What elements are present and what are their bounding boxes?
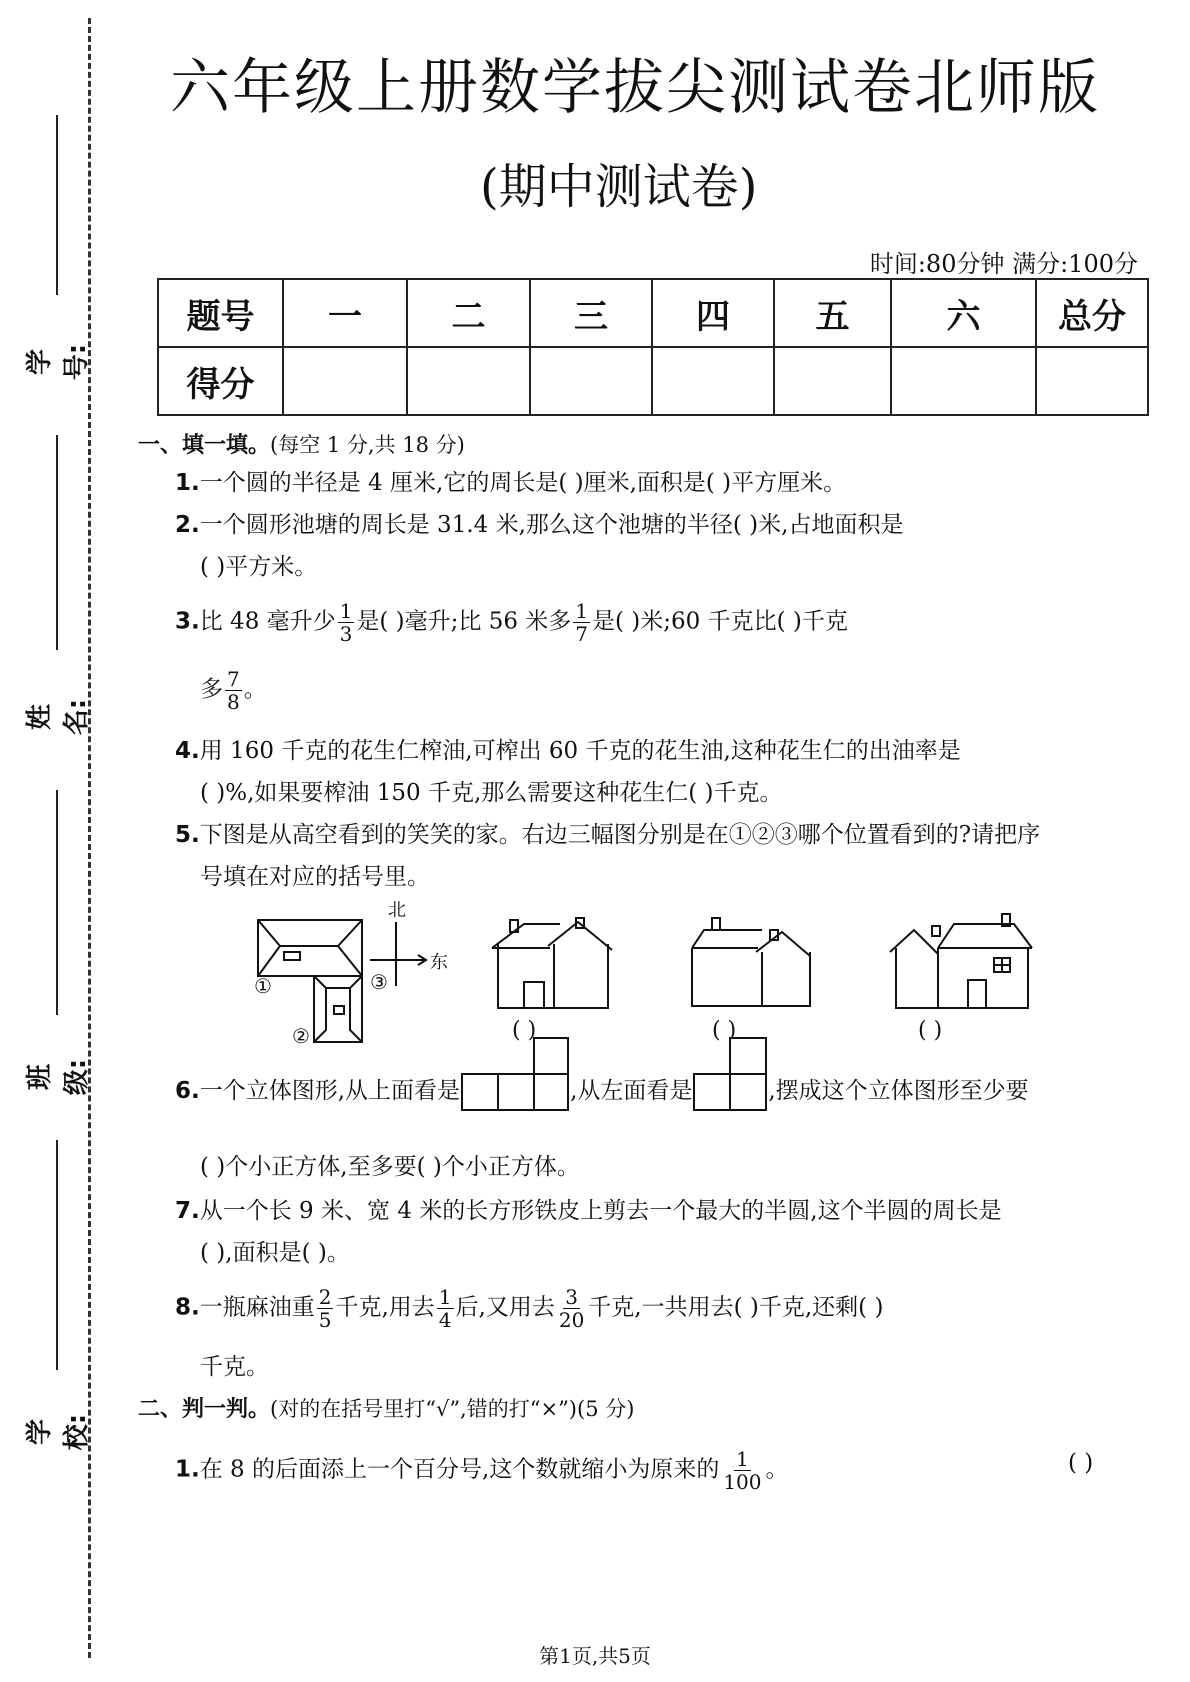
fraction	[573, 600, 590, 645]
question-1-4-line2: ( )%,如果要榨油 150 千克,那么需要这种花生仁( )千克。	[200, 780, 783, 806]
question-1-8-line2: 千克。	[200, 1354, 269, 1380]
compass-east-label: 东	[430, 952, 448, 973]
fraction-denominator: 7	[575, 622, 589, 646]
question-text: 后,又用去	[455, 1294, 555, 1321]
fraction-denominator: 4	[438, 1308, 452, 1332]
question-text: ,摆成这个立体图形至少要	[768, 1078, 1029, 1104]
score-cell: 三	[530, 279, 652, 347]
fraction-denominator: 100	[723, 1470, 762, 1494]
score-cell: 题号	[158, 279, 283, 347]
question-1-5	[175, 814, 1160, 856]
question-1-4	[175, 730, 1160, 772]
fraction	[721, 1448, 763, 1493]
question-text: 多	[200, 676, 223, 703]
fraction-numerator: 7	[227, 667, 240, 691]
fraction-numerator: 1	[339, 599, 353, 623]
question-number: 1.	[175, 1456, 200, 1483]
question-text: 一个立体图形,从上面看是	[199, 1078, 461, 1104]
question-text: 。	[243, 676, 267, 703]
fraction-numerator: 1	[575, 599, 589, 623]
section-1-title: 一、填一填。	[138, 433, 271, 458]
question-text: 千克,一共用去( )千克,还剩( )	[588, 1294, 884, 1321]
judge-answer-blank[interactable]: ( )	[1068, 1450, 1094, 1476]
question-text: 是( )米;60 千克比( )千克	[592, 608, 848, 635]
page-footer: 第1页,共5页	[539, 1644, 651, 1668]
fraction-numerator: 2	[318, 1285, 332, 1309]
question-number: 6.	[175, 1078, 200, 1104]
score-blank[interactable]	[652, 347, 774, 415]
score-blank[interactable]	[891, 347, 1036, 415]
score-table-header-row	[158, 279, 1148, 347]
score-blank[interactable]	[1036, 347, 1148, 415]
score-row-label: 得分	[158, 347, 283, 415]
score-cell: 五	[774, 279, 891, 347]
question-text: 用 160 千克的花生仁榨油,可榨出 60 千克的花生油,这种花生仁的出油率是	[199, 738, 961, 764]
question-1-6-line2: ( )个小正方体,至多要( )个小正方体。	[200, 1154, 580, 1180]
score-cell: 一	[283, 279, 407, 347]
section-1-note: (每空 1 分,共 18 分)	[270, 433, 465, 457]
house-view-a	[488, 912, 618, 1012]
page-title: 六年级上册数学拔尖测试卷北师版	[170, 53, 1100, 123]
question-1-7-line2: ( ),面积是( )。	[200, 1240, 350, 1266]
question-number: 1.	[175, 470, 200, 496]
fraction	[557, 1286, 586, 1331]
name-underline	[56, 435, 58, 650]
question-1-2-line2: ( )平方米。	[200, 554, 318, 580]
score-blank[interactable]	[407, 347, 530, 415]
section-2-note: (对的在括号里打“√”,错的打“×”)(5 分)	[270, 1397, 635, 1421]
question-text: ,从左面看是	[570, 1078, 693, 1104]
fraction-numerator: 1	[736, 1447, 749, 1471]
score-blank[interactable]	[774, 347, 891, 415]
question-number: 2.	[175, 512, 200, 538]
fraction	[338, 600, 355, 645]
question-number: 7.	[175, 1198, 200, 1224]
score-cell: 二	[407, 279, 530, 347]
fraction-numerator: 1	[438, 1285, 452, 1309]
top-view-grid-icon	[460, 1036, 570, 1112]
compass-north-label: 北	[388, 900, 406, 921]
fraction-denominator: 5	[318, 1308, 332, 1332]
score-blank[interactable]	[283, 347, 407, 415]
question-2-1	[175, 1448, 1160, 1493]
fraction-denominator: 3	[339, 622, 353, 646]
question-1-3-line2	[200, 668, 1160, 713]
question-text: 千克,用去	[335, 1294, 435, 1321]
question-number: 3.	[175, 608, 200, 635]
name-label: 姓名:	[25, 698, 92, 736]
position-3-marker: ③	[370, 970, 388, 994]
fraction-denominator: 8	[227, 690, 240, 714]
left-view-grid-icon	[692, 1036, 768, 1112]
score-cell: 六	[891, 279, 1036, 347]
school-label: 学校:	[25, 1413, 92, 1451]
section-1-heading	[138, 428, 465, 459]
score-blank[interactable]	[530, 347, 652, 415]
fraction-numerator: 3	[565, 1285, 578, 1309]
question-number: 4.	[175, 738, 200, 764]
question-text: 从一个长 9 米、宽 4 米的长方形铁皮上剪去一个最大的半圆,这个半圆的周长是	[199, 1198, 1002, 1224]
score-table	[157, 278, 1149, 416]
top-view-figure	[248, 908, 468, 1048]
answer-blank-a[interactable]: ( )	[512, 1018, 537, 1043]
answer-blank-c[interactable]: ( )	[918, 1018, 943, 1043]
student-no-label: 学号:	[25, 343, 92, 381]
question-text: 一瓶麻油重	[199, 1294, 315, 1321]
fraction	[225, 668, 242, 713]
house-view-b	[686, 912, 816, 1012]
question-1-8	[175, 1286, 1160, 1331]
score-table-score-row	[158, 347, 1148, 415]
question-text: 一个圆形池塘的周长是 31.4 米,那么这个池塘的半径( )米,占地面积是	[199, 512, 904, 538]
question-text: 一个圆的半径是 4 厘米,它的周长是( )厘米,面积是( )平方厘米。	[199, 470, 847, 496]
class-label: 班级:	[25, 1058, 92, 1096]
time-info: 时间:80分钟 满分:100分	[869, 250, 1138, 278]
question-text: 比 48 毫升少	[199, 608, 336, 635]
question-1-7	[175, 1190, 1160, 1232]
question-1-6	[175, 1070, 1160, 1112]
question-number: 5.	[175, 822, 200, 848]
fraction-denominator: 20	[558, 1308, 585, 1332]
class-underline	[56, 790, 58, 1015]
question-1-1	[175, 462, 1160, 504]
fraction	[437, 1286, 454, 1331]
score-cell: 总分	[1036, 279, 1148, 347]
question-text: 下图是从高空看到的笑笑的家。右边三幅图分别是在①②③哪个位置看到的?请把序	[199, 822, 1041, 848]
fraction	[317, 1286, 334, 1331]
question-text: 在 8 的后面添上一个百分号,这个数就缩小为原来的	[199, 1456, 720, 1483]
question-text: 。	[765, 1456, 789, 1483]
question-text: 是( )毫升;比 56 米多	[356, 608, 572, 635]
position-2-marker: ②	[292, 1024, 310, 1048]
question-1-2	[175, 504, 1160, 546]
answer-blank-b[interactable]: ( )	[712, 1018, 737, 1043]
house-view-c	[886, 908, 1036, 1012]
page-subtitle: (期中测试卷)	[480, 159, 758, 215]
question-1-5-line2: 号填在对应的括号里。	[200, 864, 430, 890]
question-1-3	[175, 600, 1160, 645]
question-number: 8.	[175, 1294, 200, 1321]
school-underline	[56, 1140, 58, 1370]
section-2-heading	[138, 1392, 634, 1423]
score-cell: 四	[652, 279, 774, 347]
position-1-marker: ①	[254, 974, 272, 998]
student-no-underline	[56, 115, 58, 295]
section-2-title: 二、判一判。	[138, 1397, 271, 1422]
